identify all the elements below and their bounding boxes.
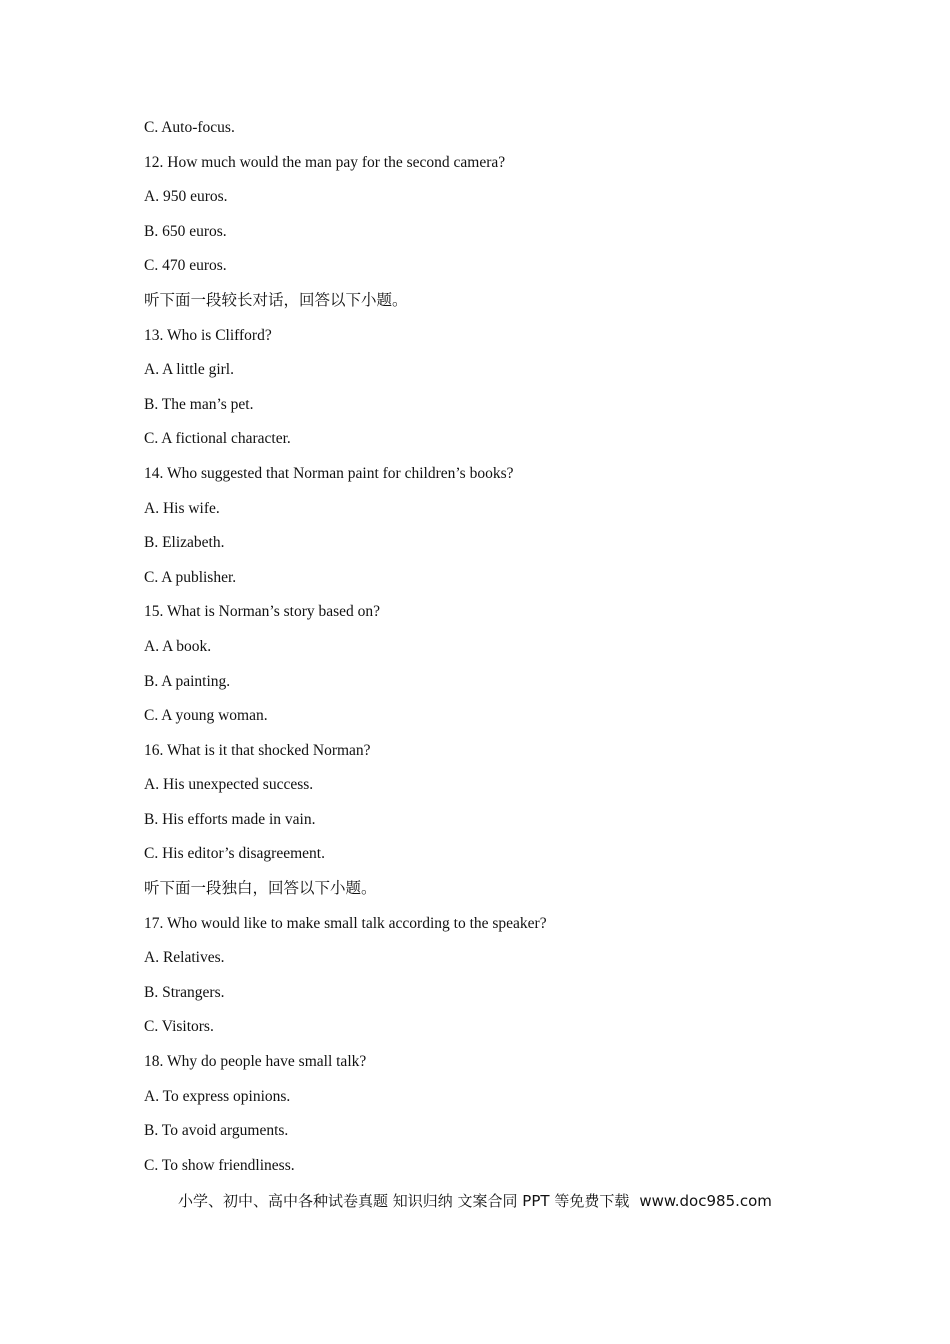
option-line: B. Elizabeth.: [144, 534, 225, 552]
option-line: C. Visitors.: [144, 1018, 214, 1036]
option-line: A. 950 euros.: [144, 188, 228, 206]
option-line: B. To avoid arguments.: [144, 1122, 289, 1140]
question-line: 15. What is Norman’s story based on?: [144, 603, 381, 621]
option-line: A. A little girl.: [144, 361, 234, 379]
option-line: A. His wife.: [144, 499, 220, 517]
question-line: 12. How much would the man pay for the second camera?: [144, 153, 506, 171]
option-line: A. Relatives.: [144, 949, 225, 967]
option-line: B. His efforts made in vain.: [144, 810, 316, 828]
question-line: 17. Who would like to make small talk according to the speaker?: [144, 914, 547, 932]
option-line: B. Strangers.: [144, 983, 225, 1001]
option-line: A. His unexpected success.: [144, 776, 314, 794]
page-footer: [178, 1190, 772, 1212]
option-line: C. To show friendliness.: [144, 1156, 295, 1174]
question-line: 14. Who suggested that Norman paint for children’s books?: [144, 464, 514, 482]
option-line: C. Auto-focus.: [144, 119, 235, 136]
question-list: [144, 115, 844, 1187]
option-line: B. A painting.: [144, 672, 231, 690]
option-line: C. A publisher.: [144, 568, 237, 586]
question-line: 16. What is it that shocked Norman?: [144, 741, 371, 759]
option-line: B. 650 euros.: [144, 222, 227, 240]
option-line: C. A fictional character.: [144, 430, 291, 448]
option-line: C. 470 euros.: [144, 257, 227, 275]
option-line: C. A young woman.: [144, 707, 268, 725]
question-line: 13. Who is Clifford?: [144, 326, 272, 344]
option-line: A. A book.: [144, 637, 212, 655]
option-line: B. The man’s pet.: [144, 395, 254, 413]
section-instruction: 听下面一段较长对话，回答以下小题。: [144, 291, 408, 309]
section-instruction: 听下面一段独白，回答以下小题。: [144, 880, 377, 898]
option-line: A. To express opinions.: [144, 1087, 291, 1105]
footer-text: 小学、初中、高中各种试卷真题 知识归纳 文案合同 PPT 等免费下载: [178, 1192, 630, 1210]
option-line: C. His editor’s disagreement.: [144, 845, 325, 863]
footer-site-link[interactable]: www.doc985.com: [639, 1192, 772, 1210]
question-line: 18. Why do people have small talk?: [144, 1053, 367, 1071]
